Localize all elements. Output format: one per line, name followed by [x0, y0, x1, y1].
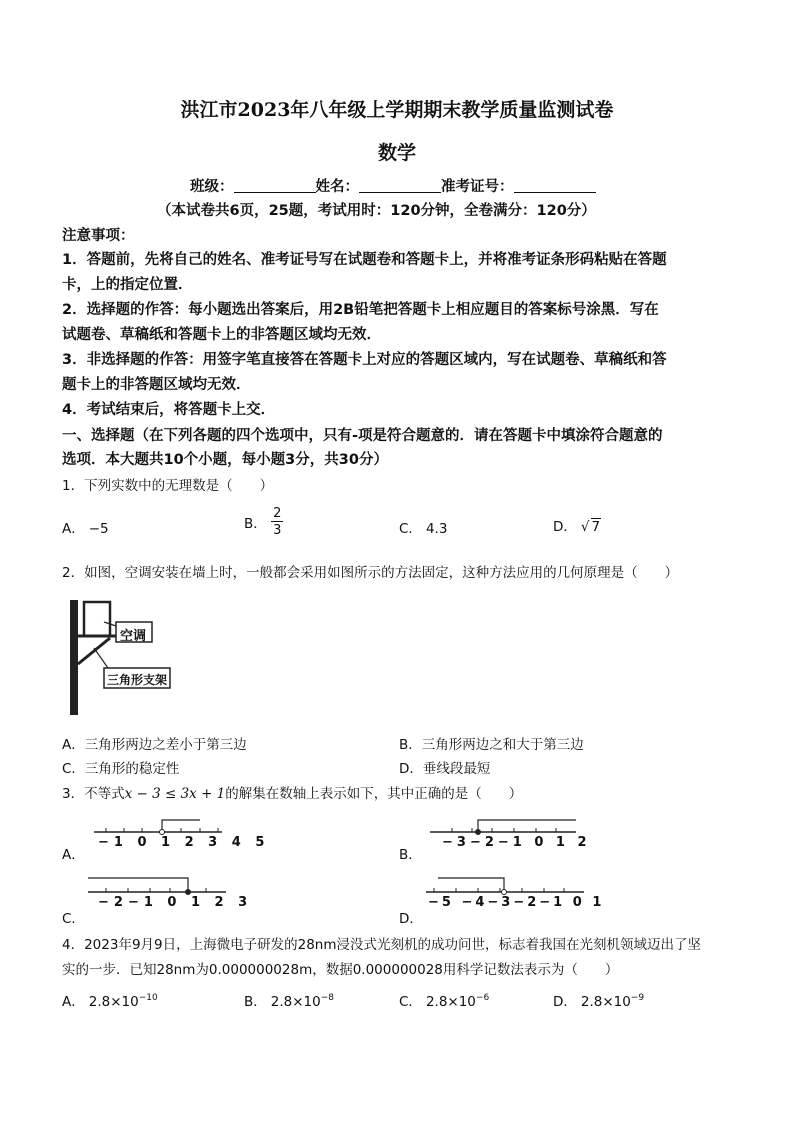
q4-option-b: B． $2.8\times 10^{-8}$ — [244, 993, 335, 1010]
notice-line: 题卡上的非答题区域均无效． — [62, 377, 251, 393]
notice-heading: 注意事项： — [62, 228, 135, 244]
tick-labels: −1 0 1 2 3 4 5 — [98, 835, 270, 850]
q2-stem: 2．如图，空调安装在墙上时，一般都会采用如图所示的方法固定，这种方法应用的几何原理是（ ） — [62, 565, 679, 581]
fraction: $\frac{2}{3}$ — [273, 506, 282, 538]
notice-line: 4．考试结束后，将答题卡上交． — [62, 402, 276, 418]
q2-option-a: A．三角形两边之差小于第三边 — [62, 737, 247, 753]
q4-stem-line: 4．2023年9月9日，上海微电子研发的28nm浸没式光刻机的成功问世，标志着我国在光刻机领域迈出了坚 — [62, 937, 702, 953]
exam-info: （本试卷共6页，25题，考试用时：120分钟，全卷满分：120分） — [157, 203, 596, 219]
notice-line: 试题卷、草稿纸和答题卡上的非答题区域均无效． — [62, 327, 381, 343]
q3-option-b-label: B． — [399, 847, 422, 863]
subject-title: 数学 — [377, 142, 416, 164]
section-heading: 一、选择题（在下列各题的四个选项中，只有-项是符合题意的．请在答题卡中填涂符合题意的 — [62, 428, 663, 444]
exam-no-blank — [514, 178, 596, 193]
q1-option-d: D． √ 7 — [553, 519, 601, 535]
sqrt-symbol: √ — [580, 519, 590, 535]
figure-label-ac: 空调 — [120, 629, 147, 644]
q3-number-line-a — [92, 812, 270, 854]
exam-no-label: 准考证号： — [441, 179, 514, 195]
exam-title: 洪江市2023年八年级上学期期末教学质量监测试卷 — [180, 99, 614, 121]
q4-option-c: C． $2.8\times 10^{-6}$ — [399, 993, 490, 1010]
q3-number-line-b — [428, 812, 591, 854]
q3-option-c-label: C． — [62, 911, 85, 927]
q2-option-c: C．三角形的稳定性 — [62, 761, 180, 777]
class-blank — [234, 178, 316, 193]
q1-option-a: A． −5 — [62, 521, 109, 537]
class-label: 班级： — [190, 179, 234, 195]
notice-line: 卡，上的指定位置． — [62, 277, 193, 293]
name-blank — [359, 178, 441, 193]
q3-number-line-c — [86, 872, 253, 914]
q2-option-d: D．垂线段最短 — [399, 761, 491, 777]
q1-option-b: B． $\frac{2}{3}$ — [244, 506, 282, 538]
notice-line: 3．非选择题的作答：用签字笔直接答在答题卡上对应的答题区域内，写在试题卷、草稿纸和答 — [62, 352, 667, 368]
q3-number-line-d — [424, 872, 605, 914]
notice-line: 2．选择题的作答：每小题选出答案后，用2B铅笔把答题卡上相应题目的答案标号涂黑．写在 — [62, 302, 659, 318]
q4-option-d: D． $2.8\times 10^{-9}$ — [553, 993, 645, 1010]
q2-option-b: B．三角形两边之和大于第三边 — [399, 737, 584, 753]
q1-stem: 1．下列实数中的无理数是（ ） — [62, 478, 274, 494]
q3-option-d-label: D． — [399, 911, 423, 927]
section-heading: 选项．本大题共10个小题，每小题3分，共30分） — [62, 452, 388, 468]
tick-labels: −5 −4−3−2−1 0 1 — [428, 895, 605, 910]
q3-stem: 3．不等式x − 3 ≤ 3x + 1的解集在数轴上表示如下，其中正确的是（ ） — [62, 786, 523, 802]
q1-option-c: C． 4.3 — [399, 521, 448, 537]
q3-option-a-label: A． — [62, 847, 85, 863]
figure-label-bracket: 三角形支架 — [107, 673, 168, 687]
name-label: 姓名： — [315, 179, 359, 195]
q4-stem-line: 实的一步．已知28nm为0.000000028m，数据0.000000028用科学记数法表示为（ ） — [62, 962, 619, 978]
notice-line: 1．答题前，先将自己的姓名、准考证号写在试题卷和答题卡上，并将准考证条形码粘贴在答题 — [62, 252, 667, 268]
tick-labels: −2−1 0 1 2 3 — [98, 895, 253, 910]
student-info-row — [190, 175, 596, 196]
q4-option-a: A． $2.8\times 10^{-10}$ — [62, 993, 158, 1010]
air-conditioner-figure — [64, 592, 184, 717]
tick-labels: −3−2−1 0 1 2 — [442, 835, 591, 850]
